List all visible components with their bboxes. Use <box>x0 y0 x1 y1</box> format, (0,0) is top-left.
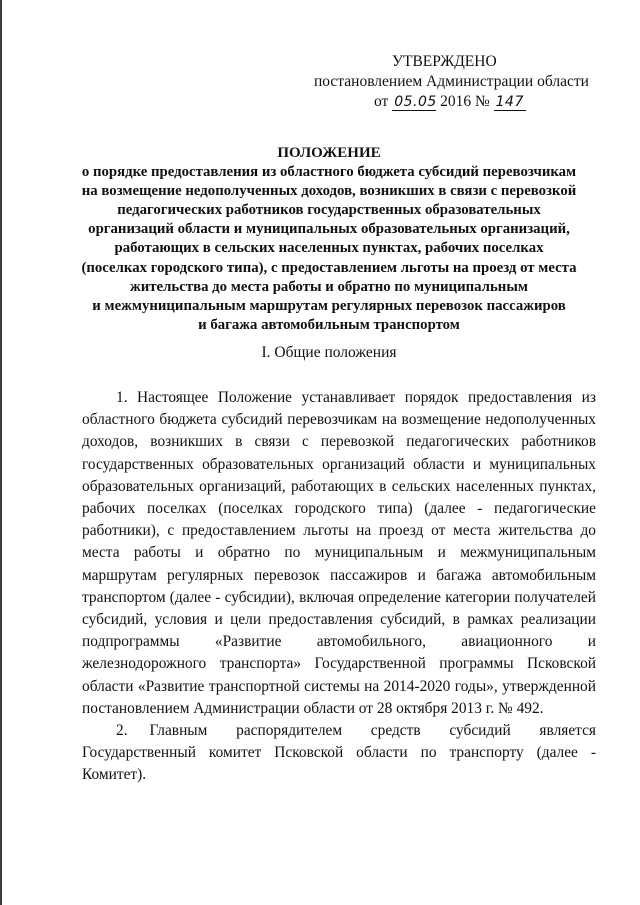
title-line: о порядке предоставления из областного бюджета субсидий перевозчикам <box>81 164 577 181</box>
page-edge-shadow <box>0 0 2 905</box>
title-line: жительства до места работы и обратно по муниципальным <box>130 278 528 295</box>
title-line: (поселках городского типа), с предоставлением льготы на проезд от места <box>81 259 577 276</box>
document-title-block <box>60 144 598 335</box>
paragraph-2 <box>82 720 596 787</box>
approval-resolution-text: постановлением Администрации области <box>314 73 589 90</box>
paragraph-2-number: 2. <box>116 722 128 740</box>
title-line: на возмещение недополученных доходов, возникших в связи с перевозкой <box>81 183 577 200</box>
title-line: работающих в сельских населенных пунктах, рабочих поселках <box>114 240 544 257</box>
approval-from-prefix: от <box>374 93 389 110</box>
title-line: организаций области и муниципальных образовательных организаций, <box>88 221 570 238</box>
paragraph-2-text: Главным распорядителем средств субсидий является Государственный комитет Псковской области по транспорту (далее - Комитет). <box>82 722 596 784</box>
document-body <box>82 387 596 787</box>
approval-year-number-label: 2016 № <box>440 93 490 110</box>
handwritten-date: 05.05 <box>394 94 437 110</box>
title-line: и межмуниципальным маршрутам регулярных перевозок пассажиров <box>92 297 566 314</box>
handwritten-number: 147 <box>495 94 524 110</box>
approval-date-line <box>374 92 526 111</box>
document-title: ПОЛОЖЕНИЕ <box>277 145 381 161</box>
section-heading: I. Общие положения <box>261 344 397 361</box>
paragraph-1: 1. Настоящее Положение устанавливает порядок предоставления из областного бюджета субсидий перевозчикам на возмещение недополученных доходов, возникших в связи с перевозкой педагогических работников государственных образовательных организаций области и муниципальных образовательных организаций, работающих в сельских населенных пунктах, рабочих поселках (поселках городского типа) (далее - педагогические работники), с предоставлением льготы на проезд от места жительства до места работы и обратно по муниципальным и межмуниципальным маршрутам регулярных перевозок пассажиров и багажа автомобильным транспортом (далее - субсидии), включая определение категории получателей субсидий, условия и цели предоставления субсидий, в рамках реализации подпрограммы «Развитие автомобильного, авиационного и железнодорожного транспорта» Государственной программы Псковской области «Развитие транспортной системы на 2014-2020 годы», утвержденной постановлением Администрации области от 28 октября 2013 г. № 492. <box>82 389 596 717</box>
approved-label: УТВЕРЖДЕНО <box>392 53 497 70</box>
title-line: и багажа автомобильным транспортом <box>198 316 460 333</box>
title-line: педагогических работников государственных образовательных <box>117 202 541 219</box>
